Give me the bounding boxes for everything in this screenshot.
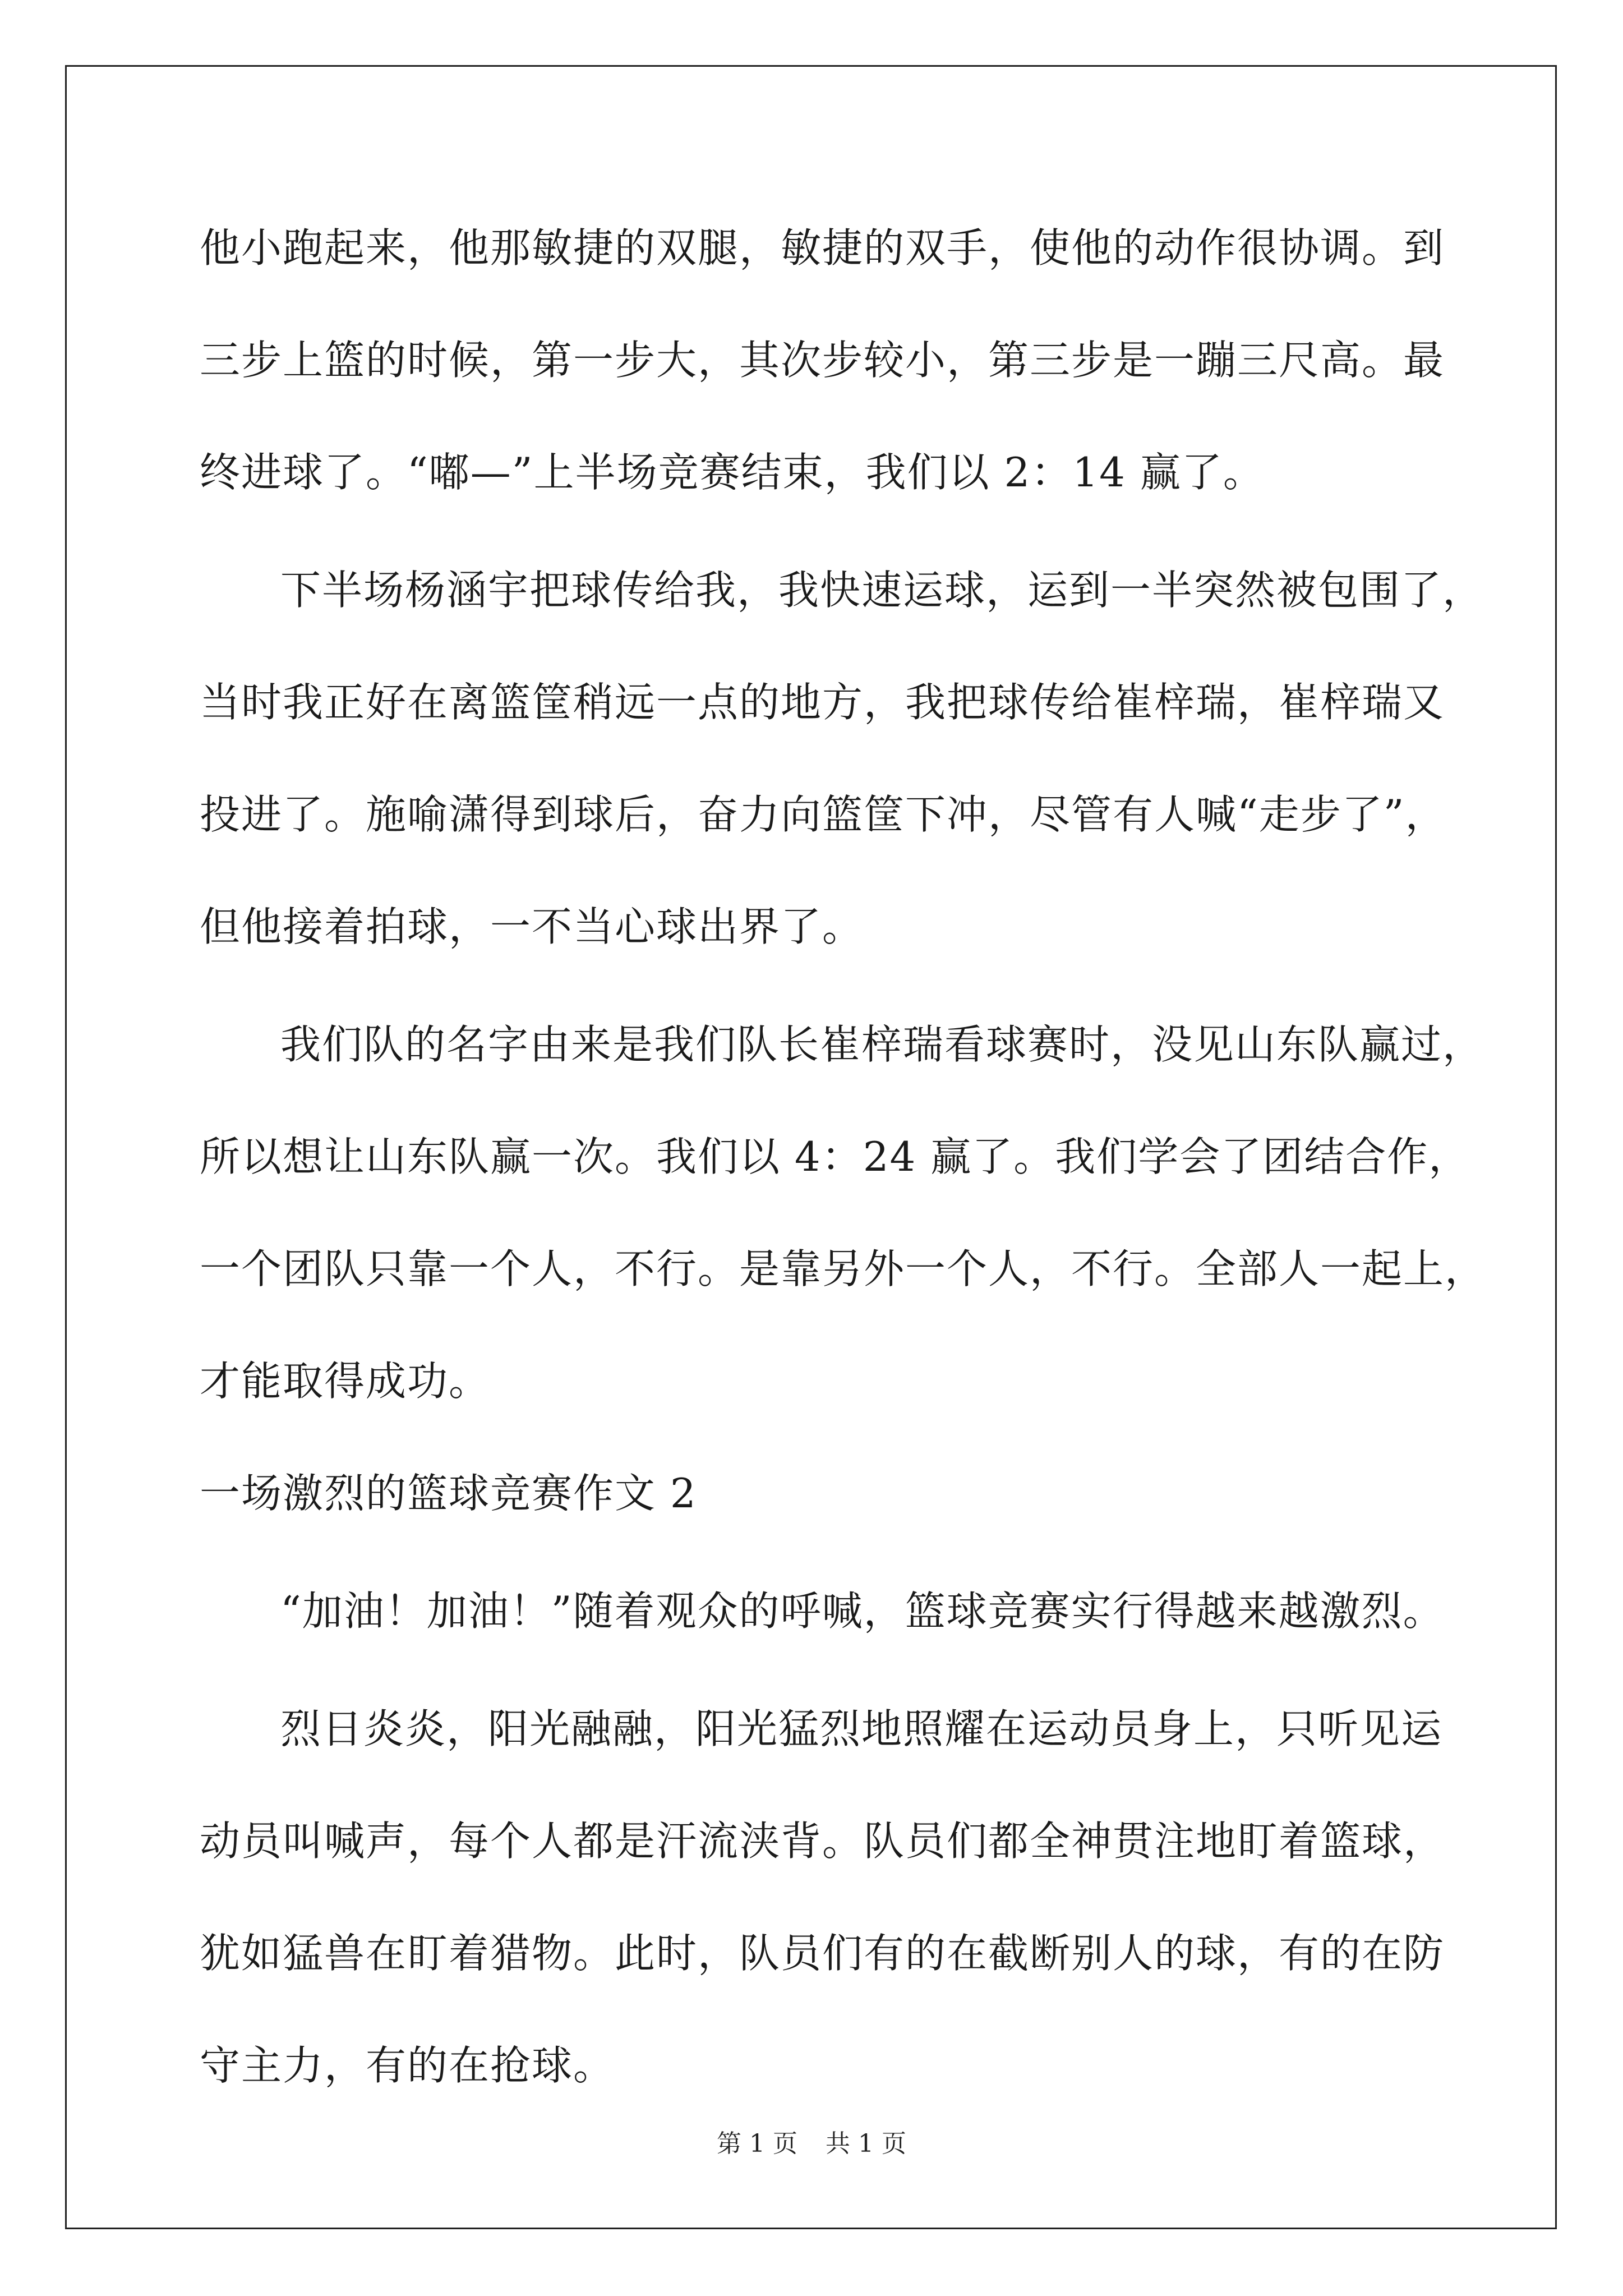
- paragraph-line: 但他接着拍球，一不当心球出界了。: [200, 903, 864, 950]
- paragraph-line: 守主力，有的在抢球。: [200, 2042, 615, 2089]
- page-number: 第 1 页: [717, 2129, 797, 2158]
- page-footer: [0, 2127, 1623, 2161]
- paragraph-line: 三步上篮的时候，第一步大，其次步较小，第三步是一蹦三尺高。最: [200, 337, 1445, 384]
- paragraph-line: 所以想让山东队赢一次。我们以 4：24 赢了。我们学会了团结合作，: [200, 1133, 1470, 1180]
- paragraph-line: 我们队的名字由来是我们队长崔梓瑞看球赛时，没见山东队赢过，: [280, 1021, 1484, 1068]
- paragraph-line: 投进了。施喻潇得到球后，奋力向篮筐下冲，尽管有人喊“走步了”，: [200, 791, 1447, 838]
- paragraph-line: 犹如猛兽在盯着猎物。此时，队员们有的在截断别人的球，有的在防: [200, 1930, 1445, 1977]
- paragraph-line: 当时我正好在离篮筐稍远一点的地方，我把球传给崔梓瑞，崔梓瑞又: [200, 679, 1445, 726]
- paragraph-line: 他小跑起来，他那敏捷的双腿，敏捷的双手，使他的动作很协调。到: [200, 224, 1445, 272]
- paragraph-line: 烈日炎炎，阳光融融，阳光猛烈地照耀在运动员身上，只听见运: [280, 1705, 1443, 1752]
- paragraph-line: 一个团队只靠一个人，不行。是靠另外一个人，不行。全部人一起上，: [200, 1245, 1487, 1292]
- paragraph-line: “加油！加油！”随着观众的呼喊，篮球竞赛实行得越来越激烈。: [280, 1588, 1445, 1635]
- paragraph-line: 终进球了。“嘟—”上半场竞赛结束，我们以 2：14 赢了。: [200, 449, 1265, 496]
- section-title: 一场激烈的篮球竞赛作文 2: [200, 1470, 697, 1517]
- paragraph-line: 动员叫喊声，每个人都是汗流浃背。队员们都全神贯注地盯着篮球，: [200, 1818, 1445, 1865]
- paragraph-line: 才能取得成功。: [200, 1358, 491, 1405]
- page-total: 共 1 页: [826, 2129, 906, 2158]
- paragraph-line: 下半场杨涵宇把球传给我，我快速运球，运到一半突然被包围了，: [280, 567, 1484, 614]
